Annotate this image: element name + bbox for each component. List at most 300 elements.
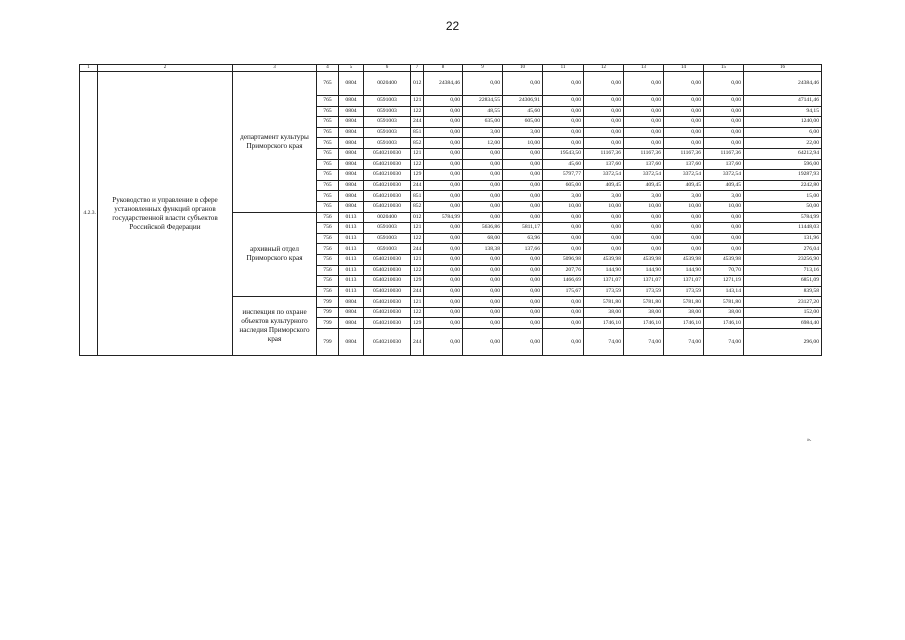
amount-cell: 3,00	[584, 191, 624, 202]
amount-cell: 0,00	[664, 72, 704, 96]
header-cell: 13	[624, 65, 664, 72]
code-cell: 122	[411, 265, 424, 276]
code-cell: 0540210030	[364, 180, 411, 191]
code-cell: 0804	[339, 127, 364, 138]
amount-cell: 0,00	[424, 223, 463, 234]
amount-cell: 0,00	[503, 180, 543, 191]
code-cell: 0540210030	[364, 254, 411, 265]
budget-table-container	[79, 64, 821, 356]
amount-cell: 409,45	[704, 180, 744, 191]
header-cell: 10	[503, 65, 543, 72]
code-cell: 0804	[339, 307, 364, 318]
amount-cell: 0,00	[463, 254, 503, 265]
amount-cell: 38,00	[624, 307, 664, 318]
code-cell: 0804	[339, 318, 364, 329]
code-cell: 121	[411, 148, 424, 159]
amount-cell: 0,00	[503, 276, 543, 287]
amount-cell: 45,60	[543, 159, 584, 170]
amount-cell: 3,00	[664, 191, 704, 202]
amount-cell: 10,00	[624, 201, 664, 212]
code-cell: 0540210030	[364, 191, 411, 202]
code-cell: 0020400	[364, 212, 411, 223]
amount-cell: 47141,46	[744, 96, 822, 107]
amount-cell: 144,90	[624, 265, 664, 276]
amount-cell: 1371,07	[584, 276, 624, 287]
amount-cell: 173,59	[584, 286, 624, 297]
amount-cell: 5781,80	[704, 297, 744, 308]
amount-cell: 0,00	[424, 286, 463, 297]
code-cell: 122	[411, 233, 424, 244]
amount-cell: 0,00	[624, 127, 664, 138]
amount-cell: 0,00	[424, 138, 463, 149]
code-cell: 851	[411, 191, 424, 202]
amount-cell: 0,00	[424, 117, 463, 128]
amount-cell: 4539,98	[584, 254, 624, 265]
amount-cell: 3372,54	[624, 170, 664, 181]
amount-cell: 0,00	[463, 159, 503, 170]
amount-cell: 1371,07	[624, 276, 664, 287]
amount-cell: 0,00	[463, 265, 503, 276]
amount-cell: 137,60	[624, 159, 664, 170]
header-cell: 12	[584, 65, 624, 72]
amount-cell: 409,45	[624, 180, 664, 191]
amount-cell: 0,00	[624, 106, 664, 117]
amount-cell: 0,00	[463, 329, 503, 356]
amount-cell: 173,59	[624, 286, 664, 297]
amount-cell: 0,00	[624, 72, 664, 96]
code-cell: 0540210030	[364, 286, 411, 297]
code-cell: 799	[317, 297, 339, 308]
header-cell: 4	[317, 65, 339, 72]
amount-cell: 11167,36	[584, 148, 624, 159]
amount-cell: 0,00	[624, 244, 664, 255]
amount-cell: 0,00	[424, 297, 463, 308]
amount-cell: 0,00	[503, 265, 543, 276]
amount-cell: 0,00	[584, 244, 624, 255]
amount-cell: 4539,98	[704, 254, 744, 265]
amount-cell: 0,00	[584, 127, 624, 138]
code-cell: 799	[317, 307, 339, 318]
amount-cell: 0,00	[584, 106, 624, 117]
code-cell: 0591003	[364, 117, 411, 128]
code-cell: 012	[411, 72, 424, 96]
amount-cell: 839,58	[744, 286, 822, 297]
code-cell: 244	[411, 244, 424, 255]
amount-cell: 22834,55	[463, 96, 503, 107]
amount-cell: 0,00	[424, 96, 463, 107]
amount-cell: 0,00	[424, 276, 463, 287]
amount-cell: 0,00	[664, 223, 704, 234]
amount-cell: 0,00	[543, 138, 584, 149]
amount-cell: 0,00	[424, 127, 463, 138]
code-cell: 244	[411, 180, 424, 191]
code-cell: 765	[317, 72, 339, 96]
amount-cell: 5781,80	[664, 297, 704, 308]
code-cell: 765	[317, 96, 339, 107]
code-cell: 765	[317, 138, 339, 149]
table-header	[80, 65, 822, 72]
amount-cell: 175,67	[543, 286, 584, 297]
amount-cell: 12,00	[463, 138, 503, 149]
amount-cell: 3372,54	[664, 170, 704, 181]
amount-cell: 0,00	[424, 148, 463, 159]
amount-cell: 45,60	[503, 106, 543, 117]
amount-cell: 0,00	[543, 106, 584, 117]
code-cell: 0113	[339, 223, 364, 234]
amount-cell: 0,00	[664, 212, 704, 223]
code-cell: 765	[317, 170, 339, 181]
code-cell: 0804	[339, 106, 364, 117]
amount-cell: 0,00	[503, 286, 543, 297]
amount-cell: 0,00	[503, 148, 543, 159]
amount-cell: 0,00	[584, 233, 624, 244]
amount-cell: 0,00	[543, 307, 584, 318]
code-cell: 244	[411, 117, 424, 128]
code-cell: 0113	[339, 265, 364, 276]
amount-cell: 0,00	[463, 318, 503, 329]
header-cell: 2	[98, 65, 233, 72]
amount-cell: 0,00	[584, 138, 624, 149]
code-cell: 0591003	[364, 244, 411, 255]
amount-cell: 0,00	[584, 96, 624, 107]
code-cell: 0591003	[364, 127, 411, 138]
amount-cell: 4539,98	[624, 254, 664, 265]
code-cell: 0804	[339, 170, 364, 181]
amount-cell: 173,59	[664, 286, 704, 297]
amount-cell: 0,00	[424, 201, 463, 212]
amount-cell: 6,00	[744, 127, 822, 138]
amount-cell: 1746,10	[664, 318, 704, 329]
section-id: 4.2.3.	[80, 72, 98, 356]
amount-cell: 605,00	[543, 180, 584, 191]
header-cell: 3	[233, 65, 317, 72]
code-cell: 0540210030	[364, 148, 411, 159]
amount-cell: 6851,09	[744, 276, 822, 287]
code-cell: 0540210030	[364, 265, 411, 276]
amount-cell: 0,00	[424, 244, 463, 255]
budget-table	[79, 64, 822, 356]
table-body	[80, 72, 822, 356]
amount-cell: 5797,77	[543, 170, 584, 181]
amount-cell: 94,15	[744, 106, 822, 117]
code-cell: 765	[317, 201, 339, 212]
code-cell: 244	[411, 286, 424, 297]
amount-cell: 0,00	[463, 170, 503, 181]
amount-cell: 296,00	[744, 329, 822, 356]
amount-cell: 0,00	[424, 233, 463, 244]
code-cell: 0020400	[364, 72, 411, 96]
code-cell: 0804	[339, 191, 364, 202]
amount-cell: 5781,80	[584, 297, 624, 308]
header-cell: 8	[424, 65, 463, 72]
amount-cell: 0,00	[624, 233, 664, 244]
amount-cell: 0,00	[584, 72, 624, 96]
amount-cell: 11167,36	[664, 148, 704, 159]
amount-cell: 24384,46	[424, 72, 463, 96]
code-cell: 121	[411, 223, 424, 234]
amount-cell: 0,00	[704, 117, 744, 128]
code-cell: 756	[317, 212, 339, 223]
code-cell: 0540210030	[364, 318, 411, 329]
amount-cell: 0,00	[543, 127, 584, 138]
amount-cell: 137,60	[584, 159, 624, 170]
amount-cell: 0,00	[463, 212, 503, 223]
amount-cell: 68,00	[463, 233, 503, 244]
amount-cell: 5784,99	[744, 212, 822, 223]
amount-cell: 1746,10	[704, 318, 744, 329]
section-title: Руководство и управление в сфере установленных функций органов государственной власти субъектов Российской Федерации	[98, 72, 233, 356]
code-cell: 0804	[339, 297, 364, 308]
code-cell: 0113	[339, 212, 364, 223]
amount-cell: 5781,80	[624, 297, 664, 308]
amount-cell: 0,00	[704, 96, 744, 107]
amount-cell: 0,00	[664, 244, 704, 255]
amount-cell: 11167,36	[704, 148, 744, 159]
amount-cell: 0,00	[503, 307, 543, 318]
amount-cell: 207,76	[543, 265, 584, 276]
code-cell: 121	[411, 297, 424, 308]
agency-name: инспекция по охране объектов культурного наследия Приморского края	[233, 297, 317, 356]
amount-cell: 0,00	[664, 117, 704, 128]
amount-cell: 0,00	[543, 117, 584, 128]
code-cell: 0113	[339, 233, 364, 244]
amount-cell: 137,60	[664, 159, 704, 170]
amount-cell: 0,00	[704, 212, 744, 223]
agency-name: архивный отдел Приморского края	[233, 212, 317, 297]
amount-cell: 3372,54	[584, 170, 624, 181]
header-cell: 7	[411, 65, 424, 72]
amount-cell: 3,00	[503, 127, 543, 138]
code-cell: 0540210030	[364, 297, 411, 308]
amount-cell: 10,00	[704, 201, 744, 212]
code-cell: 0113	[339, 244, 364, 255]
amount-cell: 24306,91	[503, 96, 543, 107]
amount-cell: 0,00	[664, 138, 704, 149]
amount-cell: 10,00	[664, 201, 704, 212]
amount-cell: 15,00	[744, 191, 822, 202]
amount-cell: 0,00	[424, 318, 463, 329]
code-cell: 0591003	[364, 96, 411, 107]
header-cell: 11	[543, 65, 584, 72]
amount-cell: 0,00	[704, 127, 744, 138]
table-row	[80, 72, 822, 96]
amount-cell: 70,70	[704, 265, 744, 276]
amount-cell: 0,00	[424, 180, 463, 191]
page-number: 22	[445, 19, 460, 33]
amount-cell: 0,00	[664, 96, 704, 107]
code-cell: 756	[317, 265, 339, 276]
amount-cell: 11167,36	[624, 148, 664, 159]
code-cell: 0804	[339, 138, 364, 149]
code-cell: 765	[317, 148, 339, 159]
amount-cell: 0,00	[704, 244, 744, 255]
amount-cell: 0,00	[664, 127, 704, 138]
amount-cell: 23256,90	[744, 254, 822, 265]
amount-cell: 0,00	[704, 233, 744, 244]
code-cell: 0804	[339, 201, 364, 212]
amount-cell: 0,00	[543, 244, 584, 255]
code-cell: 756	[317, 276, 339, 287]
code-cell: 756	[317, 244, 339, 255]
amount-cell: 1271,19	[704, 276, 744, 287]
amount-cell: 0,00	[543, 329, 584, 356]
amount-cell: 2242,80	[744, 180, 822, 191]
code-cell: 0804	[339, 117, 364, 128]
amount-cell: 74,00	[584, 329, 624, 356]
code-cell: 0591003	[364, 106, 411, 117]
amount-cell: 74,00	[624, 329, 664, 356]
amount-cell: 276,04	[744, 244, 822, 255]
amount-cell: 0,00	[704, 138, 744, 149]
amount-cell: 143,14	[704, 286, 744, 297]
amount-cell: 0,00	[424, 191, 463, 202]
amount-cell: 0,00	[463, 307, 503, 318]
amount-cell: 1240,00	[744, 117, 822, 128]
closing-quote-mark: ».	[807, 437, 812, 443]
amount-cell: 0,00	[424, 106, 463, 117]
amount-cell: 11448,03	[744, 223, 822, 234]
code-cell: 756	[317, 254, 339, 265]
code-cell: 0540210030	[364, 329, 411, 356]
amount-cell: 144,90	[664, 265, 704, 276]
code-cell: 244	[411, 329, 424, 356]
code-cell: 0804	[339, 180, 364, 191]
amount-cell: 0,00	[584, 117, 624, 128]
amount-cell: 0,00	[424, 159, 463, 170]
amount-cell: 0,00	[503, 159, 543, 170]
amount-cell: 38,00	[584, 307, 624, 318]
amount-cell: 0,00	[463, 297, 503, 308]
amount-cell: 0,00	[463, 276, 503, 287]
code-cell: 765	[317, 159, 339, 170]
amount-cell: 48,55	[463, 106, 503, 117]
code-cell: 0113	[339, 254, 364, 265]
amount-cell: 0,00	[664, 233, 704, 244]
amount-cell: 10,00	[543, 201, 584, 212]
code-cell: 0540210030	[364, 170, 411, 181]
amount-cell: 10,00	[584, 201, 624, 212]
code-cell: 765	[317, 191, 339, 202]
amount-cell: 0,00	[463, 148, 503, 159]
amount-cell: 64212,94	[744, 148, 822, 159]
code-cell: 851	[411, 127, 424, 138]
amount-cell: 0,00	[503, 297, 543, 308]
amount-cell: 409,45	[664, 180, 704, 191]
code-cell: 756	[317, 223, 339, 234]
amount-cell: 1746,10	[624, 318, 664, 329]
amount-cell: 0,00	[543, 223, 584, 234]
amount-cell: 1746,10	[584, 318, 624, 329]
code-cell: 0591003	[364, 138, 411, 149]
amount-cell: 6984,40	[744, 318, 822, 329]
code-cell: 765	[317, 127, 339, 138]
amount-cell: 4539,98	[664, 254, 704, 265]
agency-name: департамент культуры Приморского края	[233, 72, 317, 213]
code-cell: 0540210030	[364, 201, 411, 212]
amount-cell: 0,00	[543, 212, 584, 223]
amount-cell: 5636,86	[463, 223, 503, 234]
header-row	[80, 65, 822, 72]
amount-cell: 74,00	[664, 329, 704, 356]
amount-cell: 409,45	[584, 180, 624, 191]
code-cell: 0113	[339, 286, 364, 297]
amount-cell: 38,00	[664, 307, 704, 318]
amount-cell: 74,00	[704, 329, 744, 356]
amount-cell: 0,00	[503, 318, 543, 329]
code-cell: 0804	[339, 72, 364, 96]
amount-cell: 0,00	[503, 170, 543, 181]
amount-cell: 0,00	[543, 72, 584, 96]
amount-cell: 1466,69	[543, 276, 584, 287]
code-cell: 756	[317, 286, 339, 297]
code-cell: 852	[411, 201, 424, 212]
amount-cell: 3372,54	[704, 170, 744, 181]
amount-cell: 0,00	[543, 297, 584, 308]
amount-cell: 713,16	[744, 265, 822, 276]
amount-cell: 0,00	[624, 212, 664, 223]
code-cell: 799	[317, 318, 339, 329]
code-cell: 129	[411, 276, 424, 287]
amount-cell: 0,00	[463, 191, 503, 202]
amount-cell: 0,00	[503, 254, 543, 265]
amount-cell: 144,90	[584, 265, 624, 276]
header-cell: 15	[704, 65, 744, 72]
code-cell: 765	[317, 117, 339, 128]
amount-cell: 63,96	[503, 233, 543, 244]
amount-cell: 10,00	[503, 138, 543, 149]
amount-cell: 38,00	[704, 307, 744, 318]
header-cell: 14	[664, 65, 704, 72]
amount-cell: 0,00	[543, 318, 584, 329]
amount-cell: 50,00	[744, 201, 822, 212]
code-cell: 122	[411, 159, 424, 170]
amount-cell: 0,00	[503, 72, 543, 96]
amount-cell: 0,00	[503, 201, 543, 212]
amount-cell: 138,38	[463, 244, 503, 255]
amount-cell: 24384,46	[744, 72, 822, 96]
amount-cell: 0,00	[704, 106, 744, 117]
code-cell: 765	[317, 180, 339, 191]
header-cell: 5	[339, 65, 364, 72]
amount-cell: 5784,99	[424, 212, 463, 223]
amount-cell: 0,00	[704, 72, 744, 96]
header-cell: 1	[80, 65, 98, 72]
amount-cell: 596,00	[744, 159, 822, 170]
code-cell: 0540210030	[364, 307, 411, 318]
code-cell: 121	[411, 254, 424, 265]
code-cell: 0804	[339, 159, 364, 170]
amount-cell: 0,00	[463, 286, 503, 297]
amount-cell: 3,00	[463, 127, 503, 138]
code-cell: 0540210030	[364, 159, 411, 170]
code-cell: 756	[317, 233, 339, 244]
amount-cell: 5811,17	[503, 223, 543, 234]
amount-cell: 0,00	[624, 138, 664, 149]
amount-cell: 137,66	[503, 244, 543, 255]
code-cell: 0591003	[364, 233, 411, 244]
amount-cell: 1371,07	[664, 276, 704, 287]
header-cell: 9	[463, 65, 503, 72]
amount-cell: 0,00	[424, 307, 463, 318]
amount-cell: 0,00	[543, 96, 584, 107]
amount-cell: 3,00	[543, 191, 584, 202]
amount-cell: 19543,50	[543, 148, 584, 159]
amount-cell: 0,00	[704, 223, 744, 234]
header-cell: 6	[364, 65, 411, 72]
amount-cell: 3,00	[704, 191, 744, 202]
code-cell: 129	[411, 318, 424, 329]
amount-cell: 0,00	[463, 201, 503, 212]
